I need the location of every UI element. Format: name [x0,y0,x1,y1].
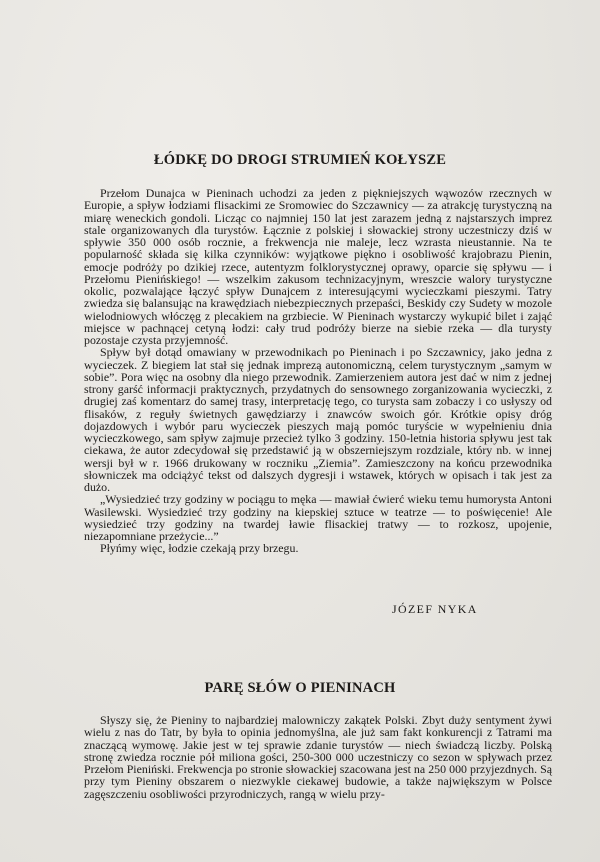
quote-paragraph: „Wysiedzieć trzy godziny w pociągu to męka — mawiał ćwierć wieku temu humorysta Antoni Wasilewski. Wysiedzieć trzy godziny na kiepskiej sztuce w teatrze — to poświęcenie! Ale wysiedzieć trzy godziny na twardej ławie flisackiej tratwy — to rozkosz, upojenie, niezapomniane przeżycie...” [84,492,552,543]
section-title: PARĘ SŁÓW O PIENINACH [204,680,396,696]
closing-paragraph: Płyńmy więc, łodzie czekają przy brzegu. [100,541,299,556]
paragraph: Spływ był dotąd omawiany w przewodnikach po Pieninach i po Szczawnicy, jako jedna z wycieczek. Z biegiem lat stał się jednak imprezą autonomiczną, celem turystycznym „samym w sobie”. Pora więc na osobny dla niego przewodnik. Zamierzeniem autora jest dać w nim z jednej strony garść informacji praktycznych, przydatnych do sensownego zorganizowania wycieczki, z drugiej zaś komentarz do samej trasy, interpretację tego, co turysta sam zobaczy i co usłyszy od flisaków, z reguły świetnych gawędziarzy i znawców swoich gór. Krótkie opisy dróg dojazdowych i wybór paru wycieczek pieszych mają pomóc turyście w wypełnieniu dnia wycieczkowego, sam spływ zajmuje przecież tylko 3 godziny. 150-letnia historia spływu jest tak ciekawa, że autor zdecydował się przedstawić ją w obszerniejszym rozdziale, który nb. w innej wersji był w r. 1966 drukowany w roczniku „Ziemia”. Zamieszczony na końcu przewodnika słowniczek ma odciążyć tekst od dalszych dygresji i wstawek, których w opisach i tak jest za dużo. [84,345,552,494]
author-signature: JÓZEF NYKA [392,602,478,616]
intro-section-body [84,187,552,555]
paragraph: Przełom Dunajca w Pieninach uchodzi za jeden z piękniejszych wąwozów rzecznych w Europie, a spływ łodziami flisackimi ze Sromowiec do Szczawnicy — za atrakcję turystyczną na miarę weneckich gondoli. Licząc co najmniej 150 lat jest zarazem jedną z najstarszych imprez stale organizowanych dla turystów. Łącznie z polskiej i słowackiej strony uczestniczy dziś w spływie 350 000 osób rocznie, a frekwencja nie maleje, lecz wzrasta nieustannie. Na te popularność składa się kilka czynników: wyjątkowe piękno i osobliwość krajobrazu Pienin, emocje podróży po dzikiej rzece, autentyzm folklorystycznej oprawy, oparcie się spływu — i Przełomu Pienińskiego! — wszelkim zakusom technizacyjnym, wreszcie walory turystyczne okolic, pozwalające łączyć spływ Dunajcem z interesującymi wycieczkami pieszymi. Tatry zwiedza się balansując na krawędziach niebezpiecznych przepaści, Beskidy czy Sudety w mozole wielodniowych włóczęg z plecakiem na grzbiecie. W Pieninach wystarczy wykupić bilet i zająć miejsce w pachnącej cetyną łodzi: cały trud podróży bierze na siebie rzeka — dla turysty pozostaje czysta przyjemność. [84,186,552,347]
section-title: ŁÓDKĘ DO DROGI STRUMIEŃ KOŁYSZE [153,152,447,168]
pieniny-section-body [84,714,552,800]
paragraph: Słyszy się, że Pieniny to najbardziej malowniczy zakątek Polski. Zbyt duży sentyment żywi wielu z nas do Tatr, by była to opinia jednomyślna, ale już sam fakt konkurencji z Tatrami ma znaczącą wymowę. Jakie jest w tej sprawie zdanie turystów — niech świadczą liczby. Polską stronę zwiedza rocznie pół miliona gości, 250-300 000 uczestniczy co sezon w spływach przez Przełom Pieniński. Frekwencja po stronie słowackiej szacowana jest na 250 000 przyjezdnych. Są przy tym Pieniny obszarem o niezwykle ciekawej budowie, a także największym w Polsce zagęszczeniu osobliwości przyrodniczych, rangą w wielu przy- [84,713,552,801]
